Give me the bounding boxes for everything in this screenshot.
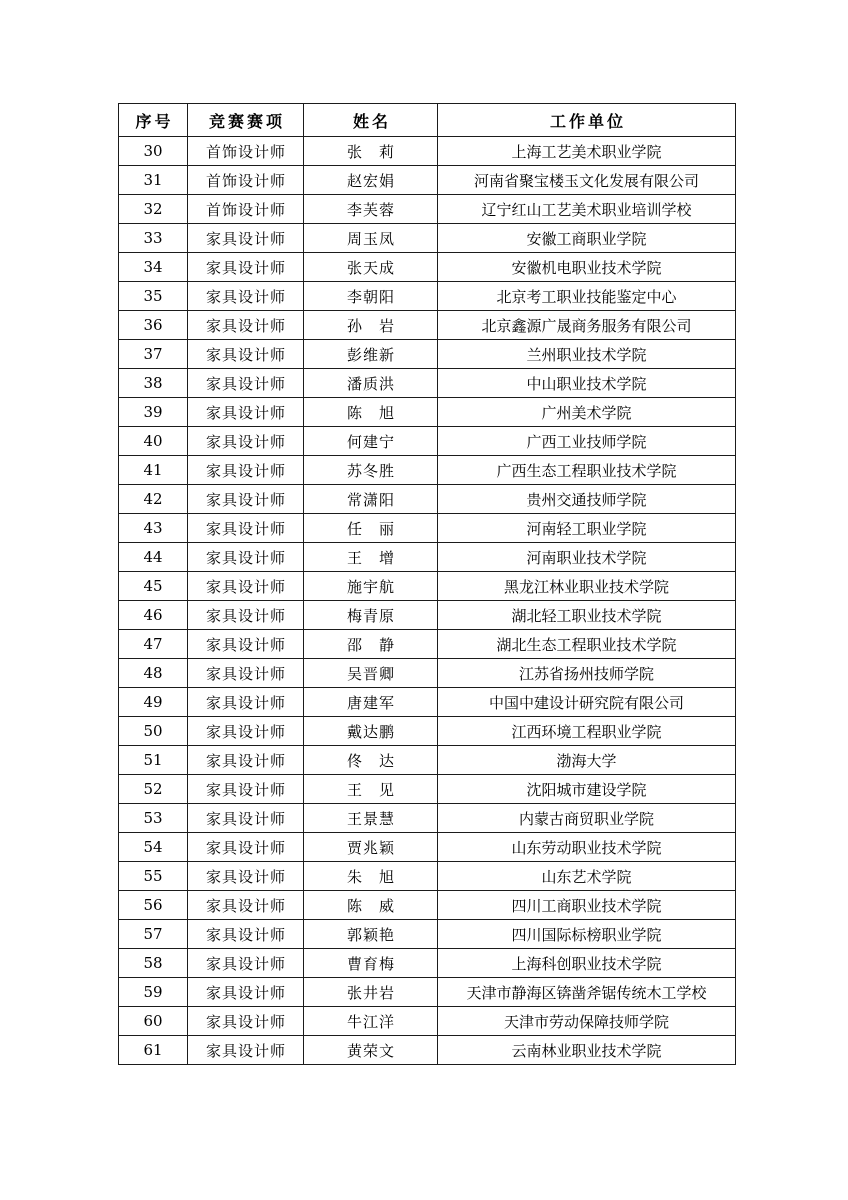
cell-event: 家具设计师 xyxy=(188,485,304,514)
cell-event: 家具设计师 xyxy=(188,456,304,485)
table-row xyxy=(119,340,736,369)
cell-event: 家具设计师 xyxy=(188,833,304,862)
table-row xyxy=(119,253,736,282)
table-row xyxy=(119,543,736,572)
cell-no: 59 xyxy=(119,978,188,1007)
cell-event: 家具设计师 xyxy=(188,572,304,601)
cell-event: 家具设计师 xyxy=(188,514,304,543)
cell-no: 39 xyxy=(119,398,188,427)
cell-event: 家具设计师 xyxy=(188,978,304,1007)
cell-org: 北京鑫源广晟商务服务有限公司 xyxy=(438,311,736,340)
cell-event: 家具设计师 xyxy=(188,1036,304,1065)
cell-event: 家具设计师 xyxy=(188,717,304,746)
cell-org: 河南职业技术学院 xyxy=(438,543,736,572)
table-header-row xyxy=(119,104,736,137)
cell-no: 37 xyxy=(119,340,188,369)
cell-org: 广西工业技师学院 xyxy=(438,427,736,456)
table-row xyxy=(119,949,736,978)
cell-event: 家具设计师 xyxy=(188,311,304,340)
cell-name: 王景慧 xyxy=(304,804,438,833)
cell-org: 兰州职业技术学院 xyxy=(438,340,736,369)
table-body xyxy=(119,137,736,1065)
cell-event: 家具设计师 xyxy=(188,253,304,282)
cell-name: 张 莉 xyxy=(304,137,438,166)
table-row xyxy=(119,862,736,891)
cell-name: 戴达鹏 xyxy=(304,717,438,746)
cell-no: 38 xyxy=(119,369,188,398)
cell-event: 家具设计师 xyxy=(188,369,304,398)
cell-name: 何建宁 xyxy=(304,427,438,456)
cell-org: 沈阳城市建设学院 xyxy=(438,775,736,804)
cell-event: 家具设计师 xyxy=(188,949,304,978)
cell-event: 首饰设计师 xyxy=(188,137,304,166)
table-row xyxy=(119,398,736,427)
column-header-name: 姓名 xyxy=(304,104,438,137)
competition-roster-table xyxy=(118,103,736,1065)
cell-event: 家具设计师 xyxy=(188,427,304,456)
cell-org: 湖北轻工职业技术学院 xyxy=(438,601,736,630)
table-row xyxy=(119,485,736,514)
table-row xyxy=(119,630,736,659)
cell-name: 彭维新 xyxy=(304,340,438,369)
cell-name: 苏冬胜 xyxy=(304,456,438,485)
table-row xyxy=(119,804,736,833)
cell-event: 首饰设计师 xyxy=(188,166,304,195)
cell-event: 家具设计师 xyxy=(188,601,304,630)
cell-org: 广州美术学院 xyxy=(438,398,736,427)
cell-no: 56 xyxy=(119,891,188,920)
cell-no: 35 xyxy=(119,282,188,311)
cell-name: 朱 旭 xyxy=(304,862,438,891)
cell-no: 55 xyxy=(119,862,188,891)
table-row xyxy=(119,746,736,775)
cell-no: 45 xyxy=(119,572,188,601)
cell-name: 赵宏娟 xyxy=(304,166,438,195)
cell-org: 河南省聚宝楼玉文化发展有限公司 xyxy=(438,166,736,195)
cell-org: 贵州交通技师学院 xyxy=(438,485,736,514)
cell-no: 48 xyxy=(119,659,188,688)
cell-no: 31 xyxy=(119,166,188,195)
cell-no: 49 xyxy=(119,688,188,717)
table-row xyxy=(119,688,736,717)
table-row xyxy=(119,1007,736,1036)
cell-org: 内蒙古商贸职业学院 xyxy=(438,804,736,833)
cell-event: 家具设计师 xyxy=(188,398,304,427)
table-row xyxy=(119,833,736,862)
cell-name: 孙 岩 xyxy=(304,311,438,340)
cell-event: 家具设计师 xyxy=(188,282,304,311)
cell-event: 家具设计师 xyxy=(188,920,304,949)
cell-no: 54 xyxy=(119,833,188,862)
cell-no: 46 xyxy=(119,601,188,630)
table-row xyxy=(119,195,736,224)
cell-org: 江苏省扬州技师学院 xyxy=(438,659,736,688)
cell-name: 郭颖艳 xyxy=(304,920,438,949)
cell-name: 陈 威 xyxy=(304,891,438,920)
cell-name: 张井岩 xyxy=(304,978,438,1007)
table-row xyxy=(119,427,736,456)
cell-event: 家具设计师 xyxy=(188,340,304,369)
cell-org: 黑龙江林业职业技术学院 xyxy=(438,572,736,601)
column-header-no: 序号 xyxy=(119,104,188,137)
cell-event: 家具设计师 xyxy=(188,891,304,920)
cell-event: 家具设计师 xyxy=(188,1007,304,1036)
cell-no: 33 xyxy=(119,224,188,253)
cell-event: 家具设计师 xyxy=(188,775,304,804)
cell-no: 32 xyxy=(119,195,188,224)
cell-event: 家具设计师 xyxy=(188,630,304,659)
table-row xyxy=(119,282,736,311)
cell-name: 唐建军 xyxy=(304,688,438,717)
cell-name: 曹育梅 xyxy=(304,949,438,978)
cell-no: 52 xyxy=(119,775,188,804)
cell-event: 家具设计师 xyxy=(188,659,304,688)
cell-name: 牛江洋 xyxy=(304,1007,438,1036)
column-header-event: 竞赛赛项 xyxy=(188,104,304,137)
cell-name: 任 丽 xyxy=(304,514,438,543)
cell-no: 43 xyxy=(119,514,188,543)
cell-no: 57 xyxy=(119,920,188,949)
cell-org: 山东艺术学院 xyxy=(438,862,736,891)
cell-event: 家具设计师 xyxy=(188,862,304,891)
cell-org: 天津市劳动保障技师学院 xyxy=(438,1007,736,1036)
cell-name: 佟 达 xyxy=(304,746,438,775)
cell-no: 61 xyxy=(119,1036,188,1065)
cell-no: 58 xyxy=(119,949,188,978)
cell-org: 安徽机电职业技术学院 xyxy=(438,253,736,282)
cell-no: 40 xyxy=(119,427,188,456)
cell-org: 四川国际标榜职业学院 xyxy=(438,920,736,949)
cell-org: 上海科创职业技术学院 xyxy=(438,949,736,978)
cell-org: 山东劳动职业技术学院 xyxy=(438,833,736,862)
cell-org: 上海工艺美术职业学院 xyxy=(438,137,736,166)
table-row xyxy=(119,891,736,920)
cell-name: 张天成 xyxy=(304,253,438,282)
cell-org: 天津市静海区锛凿斧锯传统木工学校 xyxy=(438,978,736,1007)
cell-org: 安徽工商职业学院 xyxy=(438,224,736,253)
cell-name: 梅青原 xyxy=(304,601,438,630)
cell-org: 四川工商职业技术学院 xyxy=(438,891,736,920)
table-row xyxy=(119,166,736,195)
cell-name: 王 增 xyxy=(304,543,438,572)
table-row xyxy=(119,311,736,340)
cell-no: 50 xyxy=(119,717,188,746)
cell-org: 中山职业技术学院 xyxy=(438,369,736,398)
table-row xyxy=(119,775,736,804)
cell-no: 60 xyxy=(119,1007,188,1036)
cell-name: 邵 静 xyxy=(304,630,438,659)
cell-event: 家具设计师 xyxy=(188,224,304,253)
cell-name: 贾兆颖 xyxy=(304,833,438,862)
cell-no: 41 xyxy=(119,456,188,485)
cell-name: 陈 旭 xyxy=(304,398,438,427)
cell-event: 家具设计师 xyxy=(188,688,304,717)
cell-event: 家具设计师 xyxy=(188,746,304,775)
table-row xyxy=(119,224,736,253)
cell-org: 辽宁红山工艺美术职业培训学校 xyxy=(438,195,736,224)
cell-no: 53 xyxy=(119,804,188,833)
table-row xyxy=(119,659,736,688)
cell-no: 44 xyxy=(119,543,188,572)
cell-no: 42 xyxy=(119,485,188,514)
cell-no: 36 xyxy=(119,311,188,340)
cell-name: 黄荣文 xyxy=(304,1036,438,1065)
cell-no: 30 xyxy=(119,137,188,166)
table-row xyxy=(119,978,736,1007)
cell-name: 常潇阳 xyxy=(304,485,438,514)
cell-org: 云南林业职业技术学院 xyxy=(438,1036,736,1065)
cell-name: 吴晋卿 xyxy=(304,659,438,688)
cell-event: 家具设计师 xyxy=(188,543,304,572)
cell-no: 47 xyxy=(119,630,188,659)
cell-org: 广西生态工程职业技术学院 xyxy=(438,456,736,485)
cell-name: 李芙蓉 xyxy=(304,195,438,224)
cell-org: 中国中建设计研究院有限公司 xyxy=(438,688,736,717)
cell-no: 51 xyxy=(119,746,188,775)
cell-org: 北京考工职业技能鉴定中心 xyxy=(438,282,736,311)
cell-event: 家具设计师 xyxy=(188,804,304,833)
cell-no: 34 xyxy=(119,253,188,282)
table-row xyxy=(119,572,736,601)
cell-name: 潘质洪 xyxy=(304,369,438,398)
table-row xyxy=(119,514,736,543)
table-row xyxy=(119,1036,736,1065)
table-row xyxy=(119,137,736,166)
cell-name: 周玉凤 xyxy=(304,224,438,253)
cell-org: 渤海大学 xyxy=(438,746,736,775)
table-row xyxy=(119,717,736,746)
table-row xyxy=(119,456,736,485)
table-row xyxy=(119,920,736,949)
cell-org: 湖北生态工程职业技术学院 xyxy=(438,630,736,659)
cell-org: 江西环境工程职业学院 xyxy=(438,717,736,746)
column-header-org: 工作单位 xyxy=(438,104,736,137)
table-row xyxy=(119,601,736,630)
table-row xyxy=(119,369,736,398)
cell-name: 李朝阳 xyxy=(304,282,438,311)
cell-name: 王 见 xyxy=(304,775,438,804)
cell-event: 首饰设计师 xyxy=(188,195,304,224)
cell-name: 施宇航 xyxy=(304,572,438,601)
cell-org: 河南轻工职业学院 xyxy=(438,514,736,543)
